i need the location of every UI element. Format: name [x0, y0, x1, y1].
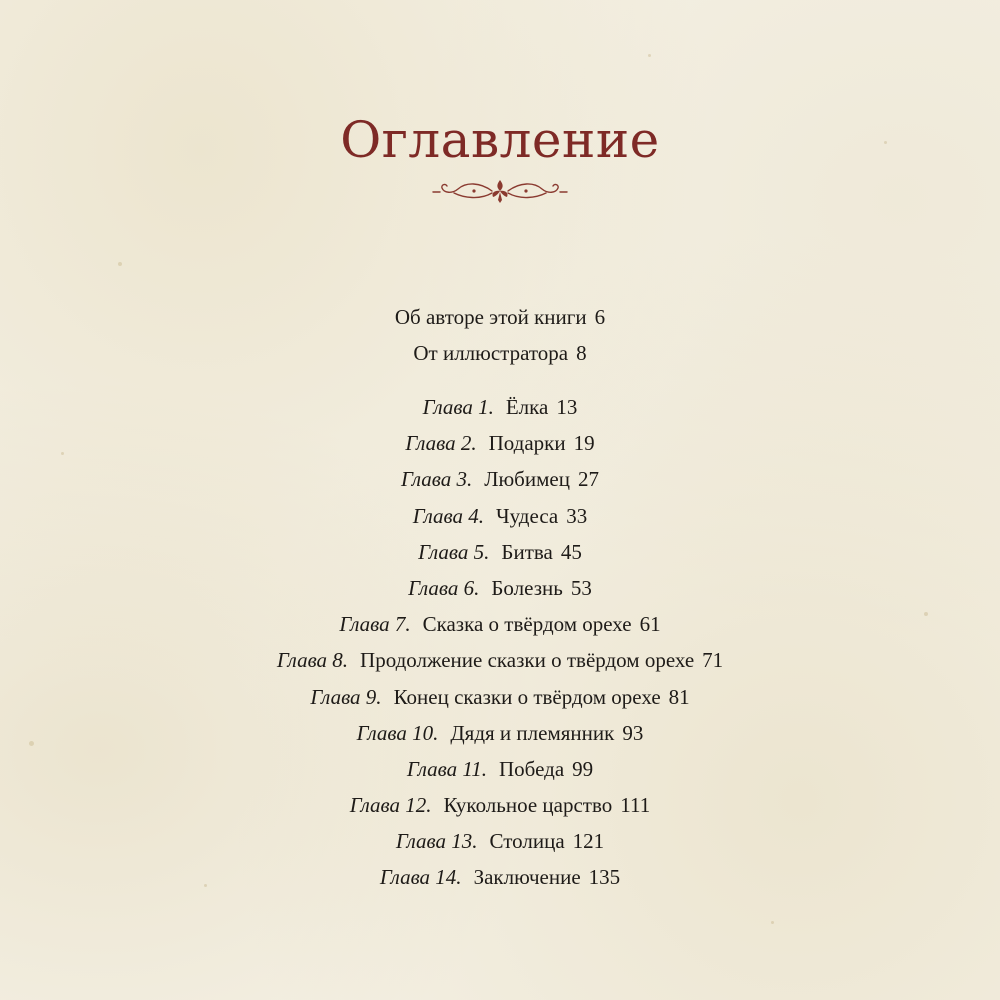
chapter-title: Битва [501, 540, 553, 564]
toc-entry-about-author[interactable] [0, 302, 1000, 332]
toc-entry-page: 8 [576, 341, 587, 365]
toc-entry-page: 6 [594, 305, 606, 329]
toc-chapter-9[interactable] [0, 682, 1000, 712]
chapter-page: 19 [573, 431, 595, 455]
chapter-title: Дядя и племянник [450, 721, 615, 745]
toc-chapter-13[interactable] [0, 826, 1000, 856]
chapter-label: Глава 9. [310, 685, 382, 709]
chapter-label: Глава 12. [349, 793, 432, 817]
chapter-label: Глава 5. [418, 540, 490, 564]
paper-speck [648, 54, 651, 57]
toc-chapter-2[interactable] [0, 428, 1000, 458]
chapter-title: Подарки [488, 431, 566, 455]
toc-chapter-4[interactable] [0, 501, 1000, 531]
chapter-title: Победа [499, 757, 565, 781]
chapter-title: Продолжение сказки о твёрдом орехе [360, 648, 695, 672]
toc-chapter-11[interactable] [0, 754, 1000, 784]
paper-speck [118, 262, 122, 266]
fleuron-divider-icon [432, 178, 568, 204]
toc-chapter-3[interactable] [0, 464, 1000, 494]
chapter-label: Глава 7. [339, 612, 411, 636]
chapter-label: Глава 2. [405, 431, 477, 455]
chapter-page: 81 [668, 685, 690, 709]
chapter-title: Конец сказки о твёрдом орехе [393, 685, 661, 709]
chapter-label: Глава 4. [412, 504, 484, 528]
chapter-page: 111 [620, 793, 651, 817]
chapter-title: Чудеса [495, 504, 559, 528]
toc-chapter-6[interactable] [0, 573, 1000, 603]
chapter-page: 93 [622, 721, 644, 745]
toc-entry-title: От иллюстратора [413, 341, 569, 365]
chapter-title: Сказка о твёрдом орехе [422, 612, 632, 636]
page-title: Оглавление [340, 111, 660, 169]
chapter-label: Глава 1. [422, 395, 494, 419]
chapter-label: Глава 11. [406, 757, 488, 781]
chapter-page: 71 [702, 648, 724, 672]
toc-chapter-5[interactable] [0, 537, 1000, 567]
chapter-page: 27 [577, 467, 599, 491]
chapter-page: 45 [560, 540, 582, 564]
toc-chapter-12[interactable] [0, 790, 1000, 820]
toc-chapter-1[interactable] [0, 392, 1000, 422]
chapter-title: Ёлка [505, 395, 549, 419]
chapter-page: 53 [570, 576, 592, 600]
chapter-title: Болезнь [491, 576, 563, 600]
chapter-label: Глава 13. [395, 829, 478, 853]
chapter-page: 13 [556, 395, 578, 419]
chapter-label: Глава 8. [276, 648, 349, 672]
toc-entry-illustrator[interactable] [0, 338, 1000, 368]
toc-chapter-10[interactable] [0, 718, 1000, 748]
chapter-page: 61 [639, 612, 661, 636]
chapter-label: Глава 10. [356, 721, 439, 745]
chapter-title: Любимец [484, 467, 570, 491]
toc-entry-title: Об авторе этой книги [394, 305, 587, 329]
chapter-page: 121 [572, 829, 605, 853]
chapter-label: Глава 6. [408, 576, 480, 600]
chapter-label: Глава 14. [379, 865, 462, 889]
chapter-page: 99 [572, 757, 594, 781]
paper-speck [771, 921, 774, 924]
toc-chapter-7[interactable] [0, 609, 1000, 639]
chapter-title: Кукольное царство [443, 793, 613, 817]
toc-chapter-14[interactable] [0, 862, 1000, 892]
chapter-title: Заключение [473, 865, 581, 889]
chapter-title: Столица [489, 829, 565, 853]
chapter-label: Глава 3. [401, 467, 473, 491]
chapter-page: 33 [566, 504, 588, 528]
toc-chapter-8[interactable] [0, 645, 1000, 675]
chapter-page: 135 [588, 865, 621, 889]
